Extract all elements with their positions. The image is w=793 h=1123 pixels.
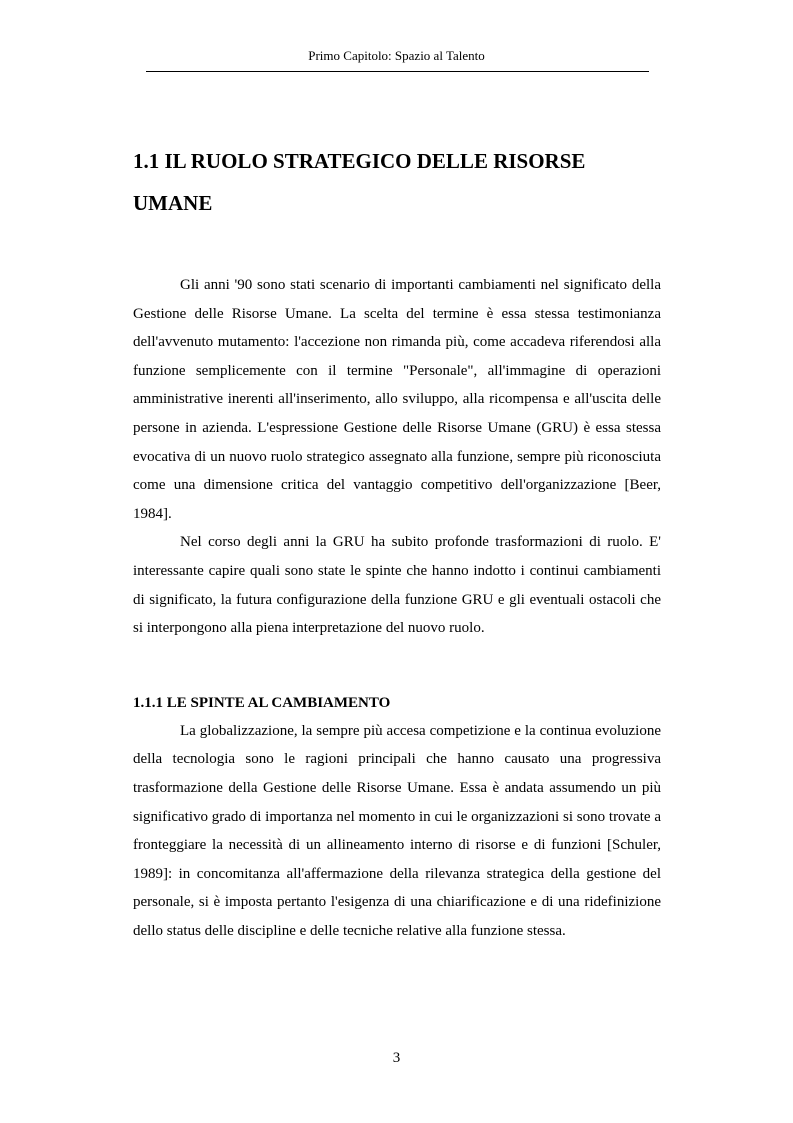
- section-paragraph: La globalizzazione, la sempre più accesa competizione e la continua evoluzione della tecnologia sono le ragioni principali che hanno causato una progressiva trasformazione della Gestione delle Risorse Umane. Essa è andata assumendo un più significativo grado di importanza nel momento in cui le organizzazioni si sono trovate a fronteggiare la necessità di un allineamento interno di risorse e di funzioni [Schuler, 1989]: in concomitanza all'affermazione della rilevanza strategica della gestione del personale, si è imposta pertanto l'esigenza di una chiarificazione e di una ridefinizione dello status delle discipline e delle tecniche relative alla funzione stessa.: [133, 722, 661, 939]
- chapter-title-line-1: 1.1 IL RUOLO STRATEGICO DELLE RISORSE: [133, 149, 586, 173]
- page-body: [133, 140, 661, 945]
- body-paragraph-2: Nel corso degli anni la GRU ha subito profonde trasformazioni di ruolo. E' interessante capire quali sono state le spinte che hanno indotto i continui cambiamenti di significato, la futura configurazione della funzione GRU e gli eventuali ostacoli che si interpongono alla piena interpretazione del nuovo ruolo.: [133, 534, 661, 637]
- chapter-title: [133, 140, 661, 224]
- header-divider: [146, 71, 649, 72]
- body-paragraph-1: Gli anni '90 sono stati scenario di importanti cambiamenti nel significato della Gestione delle Risorse Umane. La scelta del termine è essa stessa testimonianza dell'avvenuto mutamento: l'accezione non rimanda più, come accadeva riferendosi alla funzione semplicemente con il termine "Personale", all'immagine di operazioni amministrative inerenti all'inserimento, allo sviluppo, alla ricompensa e all'uscita delle persone in azienda. L'espressione Gestione delle Risorse Umane (GRU) è essa stessa evocativa di un nuovo ruolo strategico assegnato alla funzione, sempre più riconosciuta come una dimensione critica del vantaggio competitivo dell'organizzazione [Beer, 1984].: [133, 277, 661, 522]
- section-title: 1.1.1 LE SPINTE AL CAMBIAMENTO: [133, 694, 391, 711]
- chapter-title-line-2: UMANE: [133, 191, 213, 215]
- page-number: 3: [392, 1050, 401, 1066]
- running-header: Primo Capitolo: Spazio al Talento: [308, 48, 485, 63]
